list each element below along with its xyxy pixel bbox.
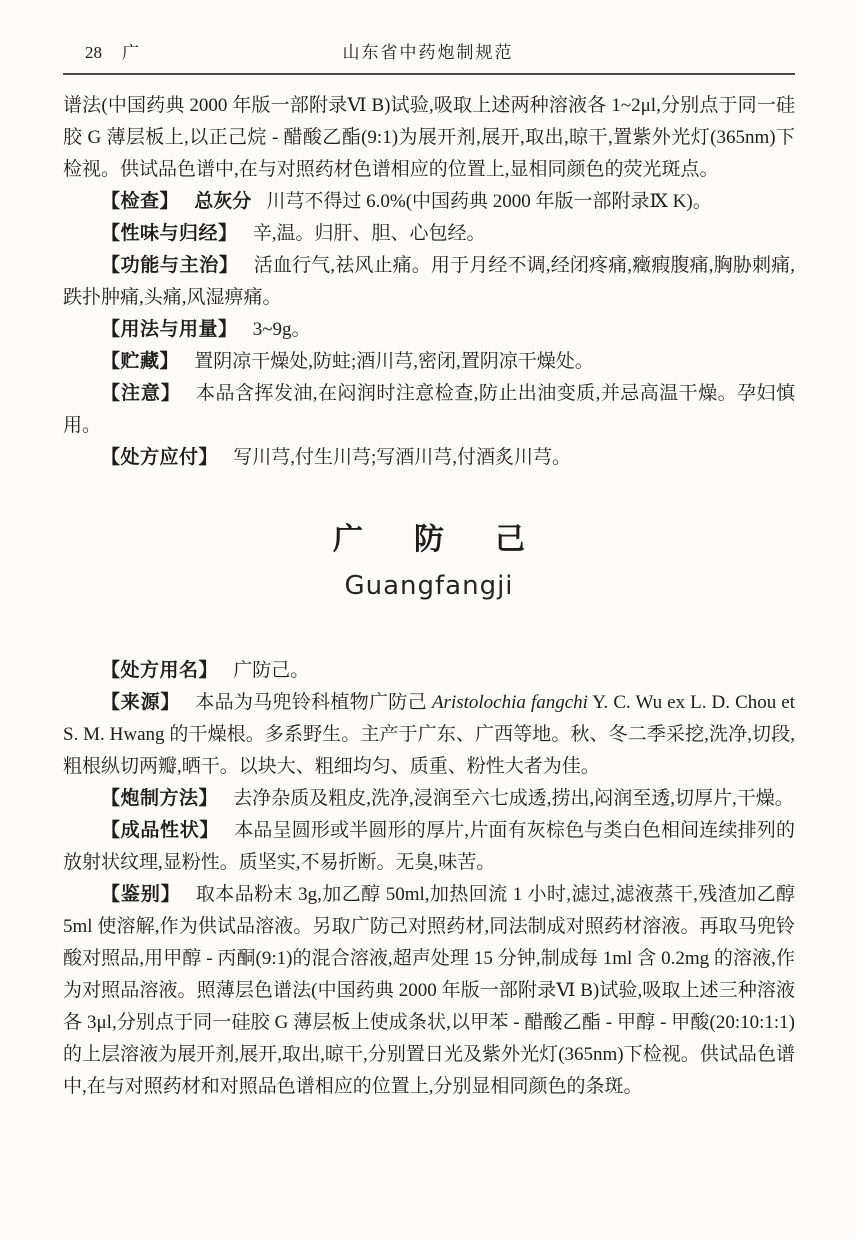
entry-text-laiyuan-after-latin: Y. C. Wu ex L. D. Chou et S. M. Hwang 的干燥根。多系野生。主产于广东、广西等地。秋、冬二季采挖,洗净,切段,粗根纵切两瓣,晒干。以块大、粗细均匀、质重、粉性大者为佳。 xyxy=(63,692,795,777)
entry-label-gongneng-zhuzhi: 【功能与主治】 xyxy=(101,255,239,276)
latin-species-name: Aristolochia fangchi xyxy=(431,692,588,713)
entry-text-chengpin-xingzhuang: 本品呈圆形或半圆形的厚片,片面有灰棕色与类白色相间连续排列的放射状纹理,显粉性。质坚实,不易折断。无臭,味苦。 xyxy=(63,820,795,873)
chuanxiong-continuation-section xyxy=(63,90,795,474)
entry-label-jiancha: 【检查】 xyxy=(101,191,180,212)
entry-chengpin-xingzhuang xyxy=(63,815,795,879)
monograph-title-block xyxy=(63,520,795,603)
entry-text-paozhi-fangfa: 去净杂质及粗皮,洗净,浸润至六七成透,捞出,闷润至透,切厚片,干燥。 xyxy=(233,788,794,809)
entry-text-chufang-yongming: 广防己。 xyxy=(233,660,310,681)
entry-text-zhuyi: 本品含挥发油,在闷润时注意检查,防止出油变质,并忌高温干燥。孕妇慎用。 xyxy=(63,383,795,436)
header-rule xyxy=(63,73,795,75)
entry-label-chufang-yongming: 【处方用名】 xyxy=(101,660,219,681)
entry-chufang-yingfu xyxy=(63,442,795,474)
entry-yongfa-yongliang xyxy=(63,314,795,346)
entry-text-jianbie: 取本品粉末 3g,加乙醇 50ml,加热回流 1 小时,滤过,滤液蒸干,残渣加乙醇 5ml 使溶解,作为供试品溶液。另取广防己对照药材,同法制成对照药材溶液。再取马兜铃酸对照品,用甲醇 - 丙酮(9:1)的混合溶液,超声处理 15 分钟,制成每 1ml 含 0.2mg 的溶液,作为对照品溶液。照薄层色谱法(中国药典 2000 年版一部附录Ⅵ B)试验,吸取上述三种溶液各 3μl,分别点于同一硅胶 G 薄层板上使成条状,以甲苯 - 醋酸乙酯 - 甲醇 - 甲酸(20:10:1:1)的上层溶液为展开剂,展开,取出,晾干,分别置日光及紫外光灯(365nm)下检视。供试品色谱中,在与对照药材和对照品色谱相应的位置上,分别显相同颜色的条斑。 xyxy=(63,884,795,1097)
entry-zhuyi xyxy=(63,378,795,442)
entry-xingwei-guijing xyxy=(63,218,795,250)
entry-label-zhucang: 【贮藏】 xyxy=(101,351,180,372)
entry-jianbie xyxy=(63,879,795,1103)
monograph-pinyin: Guangfangji xyxy=(344,571,514,601)
entry-label-jianbie: 【鉴别】 xyxy=(101,884,181,905)
tlc-continuation-paragraph: 谱法(中国药典 2000 年版一部附录Ⅵ B)试验,吸取上述两种溶液各 1~2μl,分别点于同一硅胶 G 薄层板上,以正己烷 - 醋酸乙酯(9:1)为展开剂,展开,取出,晾干,置紫外光灯(365nm)下检视。供试品色谱中,在与对照药材色谱相应的位置上,显相同颜色的荧光斑点。 xyxy=(63,95,795,180)
entry-text-yongfa-yongliang: 3~9g。 xyxy=(252,319,311,340)
entry-gongneng-zhuzhi xyxy=(63,250,795,314)
entry-text-zhucang: 置阴凉干燥处,防蛀;酒川芎,密闭,置阴凉干燥处。 xyxy=(194,351,594,372)
entry-jiancha xyxy=(63,186,795,218)
page-number: 28 xyxy=(85,43,102,62)
entry-label-paozhi-fangfa: 【炮制方法】 xyxy=(101,788,219,809)
entry-label-chengpin-xingzhuang: 【成品性状】 xyxy=(101,820,220,841)
entry-label-laiyuan: 【来源】 xyxy=(101,692,181,713)
entry-paozhi-fangfa xyxy=(63,783,795,815)
guangfangji-section xyxy=(63,655,795,1103)
entry-text-jiancha: 川芎不得过 6.0%(中国药典 2000 年版一部附录Ⅸ K)。 xyxy=(266,191,712,212)
entry-label-xingwei-guijing: 【性味与归经】 xyxy=(101,223,238,244)
entry-text-chufang-yingfu: 写川芎,付生川芎;写酒川芎,付酒炙川芎。 xyxy=(233,447,571,468)
entry-subterm-zonghuifen: 总灰分 xyxy=(194,191,252,212)
entry-laiyuan xyxy=(63,687,795,783)
page-content xyxy=(63,90,795,1103)
entry-text-xingwei-guijing: 辛,温。归肝、胆、心包经。 xyxy=(252,223,486,244)
entry-text-laiyuan-before-latin: 本品为马兜铃科植物广防己 xyxy=(195,692,432,713)
page-header xyxy=(0,0,856,66)
entry-label-zhuyi: 【注意】 xyxy=(101,383,181,404)
entry-label-yongfa-yongliang: 【用法与用量】 xyxy=(101,319,238,340)
book-title: 山东省中药炮制规范 xyxy=(342,43,514,62)
entry-label-chufang-yingfu: 【处方应付】 xyxy=(101,447,219,468)
monograph-title: 广防己 xyxy=(333,523,576,556)
section-index-letter: 广 xyxy=(122,43,139,62)
entry-chufang-yongming xyxy=(63,655,795,687)
entry-text-gongneng-zhuzhi: 活血行气,祛风止痛。用于月经不调,经闭疼痛,癥瘕腹痛,胸胁刺痛,跌扑肿痛,头痛,风湿痹痛。 xyxy=(63,255,795,308)
entry-zhucang xyxy=(63,346,795,378)
